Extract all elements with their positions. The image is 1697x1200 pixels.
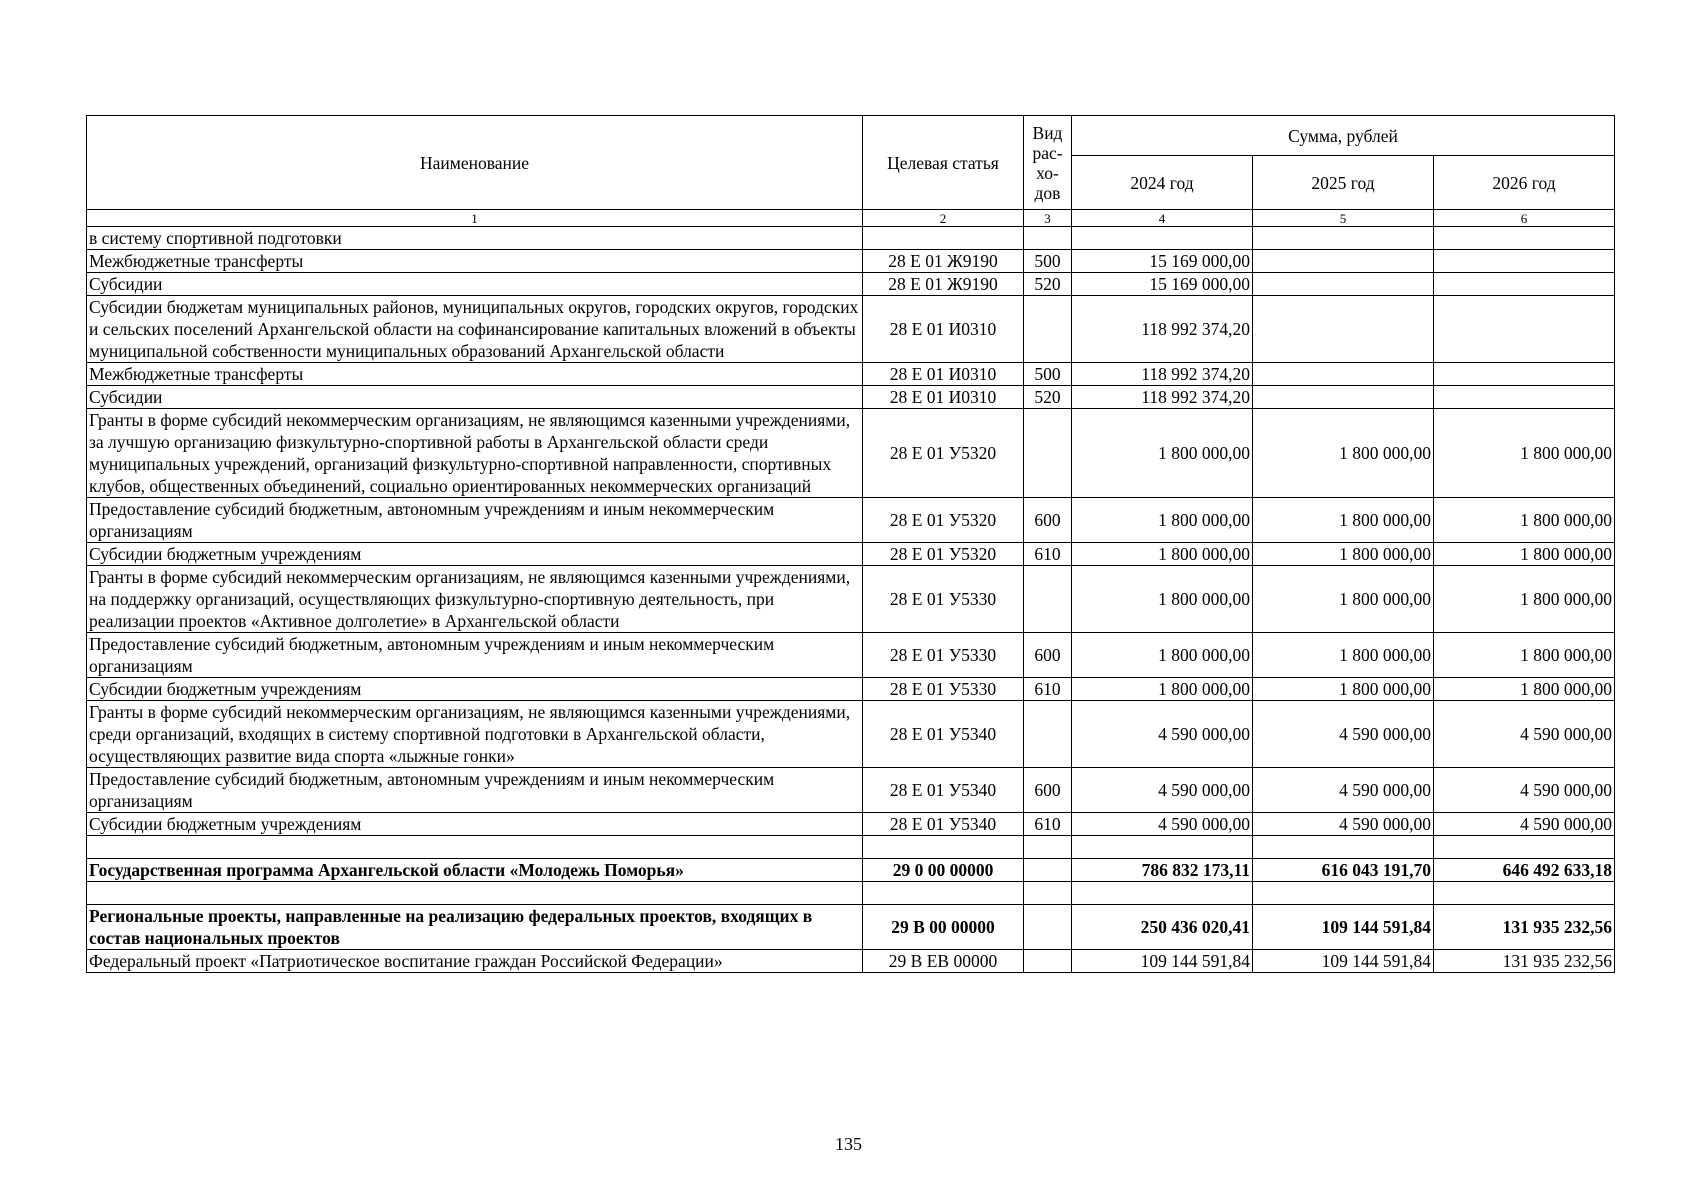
row-amount-2025	[1253, 227, 1434, 250]
row-target-article: 28 Е 01 У5320	[863, 543, 1024, 566]
row-name: Предоставление субсидий бюджетным, автономным учреждениям и иным некоммерческим организациям	[87, 498, 863, 543]
row-amount-2026: 131 935 232,56	[1434, 950, 1615, 973]
row-target-article: 28 Е 01 У5340	[863, 768, 1024, 813]
row-amount-2025: 109 144 591,84	[1253, 950, 1434, 973]
header-target-article: Целевая статья	[863, 116, 1024, 210]
row-amount-2025	[1253, 386, 1434, 409]
empty-cell	[863, 882, 1024, 905]
row-amount-2024: 786 832 173,11	[1072, 859, 1253, 882]
row-amount-2026: 646 492 633,18	[1434, 859, 1615, 882]
table-row	[87, 859, 1615, 882]
row-expense-type: 610	[1024, 543, 1072, 566]
header-year-2025: 2025 год	[1253, 156, 1434, 210]
row-amount-2026	[1434, 250, 1615, 273]
empty-cell	[1253, 882, 1434, 905]
table-body	[87, 227, 1615, 973]
row-expense-type	[1024, 701, 1072, 768]
empty-cell	[87, 882, 863, 905]
empty-cell	[1434, 882, 1615, 905]
row-name: Межбюджетные трансферты	[87, 250, 863, 273]
row-amount-2026: 4 590 000,00	[1434, 701, 1615, 768]
row-amount-2026: 1 800 000,00	[1434, 543, 1615, 566]
row-amount-2026: 4 590 000,00	[1434, 768, 1615, 813]
row-amount-2024: 1 800 000,00	[1072, 498, 1253, 543]
row-expense-type: 520	[1024, 386, 1072, 409]
row-target-article: 29 В ЕВ 00000	[863, 950, 1024, 973]
row-name: Гранты в форме субсидий некоммерческим организациям, не являющимся казенными учреждениями, на поддержку организаций, осуществляющих физкультурно-спортивную деятельность, при реализации проектов «Активное долголетие» в Архангельской области	[87, 566, 863, 633]
row-name: Субсидии бюджетным учреждениям	[87, 813, 863, 836]
header-year-2024: 2024 год	[1072, 156, 1253, 210]
row-name: Субсидии	[87, 273, 863, 296]
row-expense-type: 500	[1024, 363, 1072, 386]
row-amount-2025: 1 800 000,00	[1253, 543, 1434, 566]
row-amount-2025: 1 800 000,00	[1253, 678, 1434, 701]
row-amount-2026: 4 590 000,00	[1434, 813, 1615, 836]
row-expense-type: 520	[1024, 273, 1072, 296]
empty-cell	[1253, 836, 1434, 859]
row-amount-2024: 4 590 000,00	[1072, 768, 1253, 813]
row-target-article: 29 0 00 00000	[863, 859, 1024, 882]
header-expense-type: Вид рас-хо-дов	[1024, 116, 1072, 210]
row-name: Федеральный проект «Патриотическое воспитание граждан Российской Федерации»	[87, 950, 863, 973]
row-amount-2025: 4 590 000,00	[1253, 701, 1434, 768]
empty-cell	[863, 836, 1024, 859]
row-amount-2024: 1 800 000,00	[1072, 409, 1253, 498]
row-name: Субсидии	[87, 386, 863, 409]
row-amount-2024: 118 992 374,20	[1072, 386, 1253, 409]
row-expense-type	[1024, 859, 1072, 882]
table-row	[87, 701, 1615, 768]
row-amount-2025	[1253, 363, 1434, 386]
row-amount-2024: 15 169 000,00	[1072, 250, 1253, 273]
table-row	[87, 633, 1615, 678]
row-amount-2024: 250 436 020,41	[1072, 905, 1253, 950]
empty-cell	[1024, 836, 1072, 859]
row-amount-2025: 616 043 191,70	[1253, 859, 1434, 882]
row-amount-2026: 1 800 000,00	[1434, 566, 1615, 633]
table-row	[87, 905, 1615, 950]
spacer-row	[87, 836, 1615, 859]
row-target-article: 28 Е 01 И0310	[863, 386, 1024, 409]
row-name: в систему спортивной подготовки	[87, 227, 863, 250]
row-expense-type	[1024, 566, 1072, 633]
row-target-article: 28 Е 01 У5340	[863, 701, 1024, 768]
row-amount-2026: 1 800 000,00	[1434, 678, 1615, 701]
row-amount-2025: 1 800 000,00	[1253, 498, 1434, 543]
row-amount-2025	[1253, 296, 1434, 363]
row-name: Субсидии бюджетам муниципальных районов, муниципальных округов, городских округов, городских и сельских поселений Архангельской области на софинансирование капитальных вложений в объекты муниципальной собственности муниципальных образований Архангельской области	[87, 296, 863, 363]
row-expense-type	[1024, 409, 1072, 498]
row-amount-2024	[1072, 227, 1253, 250]
row-amount-2025: 1 800 000,00	[1253, 633, 1434, 678]
table-row	[87, 543, 1615, 566]
row-name: Субсидии бюджетным учреждениям	[87, 678, 863, 701]
row-amount-2025	[1253, 273, 1434, 296]
row-target-article: 28 Е 01 И0310	[863, 363, 1024, 386]
row-name: Субсидии бюджетным учреждениям	[87, 543, 863, 566]
table-row	[87, 498, 1615, 543]
page-number: 135	[835, 1134, 862, 1154]
row-amount-2026	[1434, 227, 1615, 250]
row-target-article: 28 Е 01 Ж9190	[863, 273, 1024, 296]
budget-table	[86, 115, 1615, 973]
row-name: Государственная программа Архангельской области «Молодежь Поморья»	[87, 859, 863, 882]
row-amount-2026	[1434, 296, 1615, 363]
empty-cell	[87, 836, 863, 859]
row-name: Гранты в форме субсидий некоммерческим организациям, не являющимся казенными учреждениями, среди организаций, входящих в систему спортивной подготовки в Архангельской области, осуществляющих развитие вида спорта «лыжные гонки»	[87, 701, 863, 768]
row-amount-2024: 15 169 000,00	[1072, 273, 1253, 296]
empty-cell	[1434, 836, 1615, 859]
row-amount-2024: 4 590 000,00	[1072, 701, 1253, 768]
row-amount-2025: 4 590 000,00	[1253, 813, 1434, 836]
row-target-article: 28 Е 01 У5320	[863, 409, 1024, 498]
row-expense-type: 600	[1024, 633, 1072, 678]
row-target-article: 28 Е 01 У5330	[863, 566, 1024, 633]
row-amount-2024: 118 992 374,20	[1072, 296, 1253, 363]
row-amount-2025	[1253, 250, 1434, 273]
spacer-row	[87, 882, 1615, 905]
column-number: 6	[1434, 210, 1615, 227]
row-amount-2024: 109 144 591,84	[1072, 950, 1253, 973]
row-amount-2025: 1 800 000,00	[1253, 409, 1434, 498]
header-name: Наименование	[87, 116, 863, 210]
table-row	[87, 566, 1615, 633]
row-expense-type: 600	[1024, 768, 1072, 813]
row-amount-2024: 4 590 000,00	[1072, 813, 1253, 836]
column-number: 1	[87, 210, 863, 227]
table-row	[87, 296, 1615, 363]
row-expense-type: 500	[1024, 250, 1072, 273]
empty-cell	[1072, 836, 1253, 859]
table-row	[87, 363, 1615, 386]
row-target-article: 28 Е 01 И0310	[863, 296, 1024, 363]
row-amount-2024: 1 800 000,00	[1072, 678, 1253, 701]
empty-cell	[1024, 882, 1072, 905]
table-row	[87, 813, 1615, 836]
row-target-article: 28 Е 01 У5330	[863, 633, 1024, 678]
column-number: 5	[1253, 210, 1434, 227]
row-amount-2024: 1 800 000,00	[1072, 633, 1253, 678]
empty-cell	[1072, 882, 1253, 905]
row-expense-type: 600	[1024, 498, 1072, 543]
row-amount-2025: 4 590 000,00	[1253, 768, 1434, 813]
row-amount-2024: 118 992 374,20	[1072, 363, 1253, 386]
row-amount-2026: 131 935 232,56	[1434, 905, 1615, 950]
column-number: 4	[1072, 210, 1253, 227]
row-target-article: 29 В 00 00000	[863, 905, 1024, 950]
table-row	[87, 409, 1615, 498]
table-row	[87, 768, 1615, 813]
row-target-article: 28 Е 01 У5330	[863, 678, 1024, 701]
column-numbers-row	[87, 210, 1615, 227]
table-row	[87, 250, 1615, 273]
row-expense-type: 610	[1024, 813, 1072, 836]
row-expense-type	[1024, 296, 1072, 363]
column-number: 2	[863, 210, 1024, 227]
row-name: Предоставление субсидий бюджетным, автономным учреждениям и иным некоммерческим организациям	[87, 768, 863, 813]
row-target-article: 28 Е 01 У5320	[863, 498, 1024, 543]
row-name: Предоставление субсидий бюджетным, автономным учреждениям и иным некоммерческим организациям	[87, 633, 863, 678]
row-name: Гранты в форме субсидий некоммерческим организациям, не являющимся казенными учреждениями, за лучшую организацию физкультурно-спортивной работы в Архангельской области среди муниципальных учреждений, организаций физкультурно-спортивной направленности, спортивных клубов, общественных объединений, социально ориентированных некоммерческих организаций	[87, 409, 863, 498]
row-name: Региональные проекты, направленные на реализацию федеральных проектов, входящих в состав национальных проектов	[87, 905, 863, 950]
row-amount-2025: 109 144 591,84	[1253, 905, 1434, 950]
row-expense-type	[1024, 950, 1072, 973]
row-amount-2026: 1 800 000,00	[1434, 409, 1615, 498]
row-amount-2024: 1 800 000,00	[1072, 543, 1253, 566]
row-expense-type	[1024, 905, 1072, 950]
table-row	[87, 950, 1615, 973]
row-amount-2026	[1434, 386, 1615, 409]
row-expense-type	[1024, 227, 1072, 250]
row-expense-type: 610	[1024, 678, 1072, 701]
header-year-2026: 2026 год	[1434, 156, 1615, 210]
row-amount-2024: 1 800 000,00	[1072, 566, 1253, 633]
table-row	[87, 273, 1615, 296]
row-amount-2026: 1 800 000,00	[1434, 498, 1615, 543]
row-amount-2026	[1434, 363, 1615, 386]
row-target-article	[863, 227, 1024, 250]
column-number: 3	[1024, 210, 1072, 227]
table-row	[87, 227, 1615, 250]
row-target-article: 28 Е 01 Ж9190	[863, 250, 1024, 273]
header-sum: Сумма, рублей	[1072, 116, 1615, 156]
row-name: Межбюджетные трансферты	[87, 363, 863, 386]
row-amount-2026	[1434, 273, 1615, 296]
table-row	[87, 678, 1615, 701]
row-amount-2026: 1 800 000,00	[1434, 633, 1615, 678]
row-target-article: 28 Е 01 У5340	[863, 813, 1024, 836]
table-row	[87, 386, 1615, 409]
row-amount-2025: 1 800 000,00	[1253, 566, 1434, 633]
